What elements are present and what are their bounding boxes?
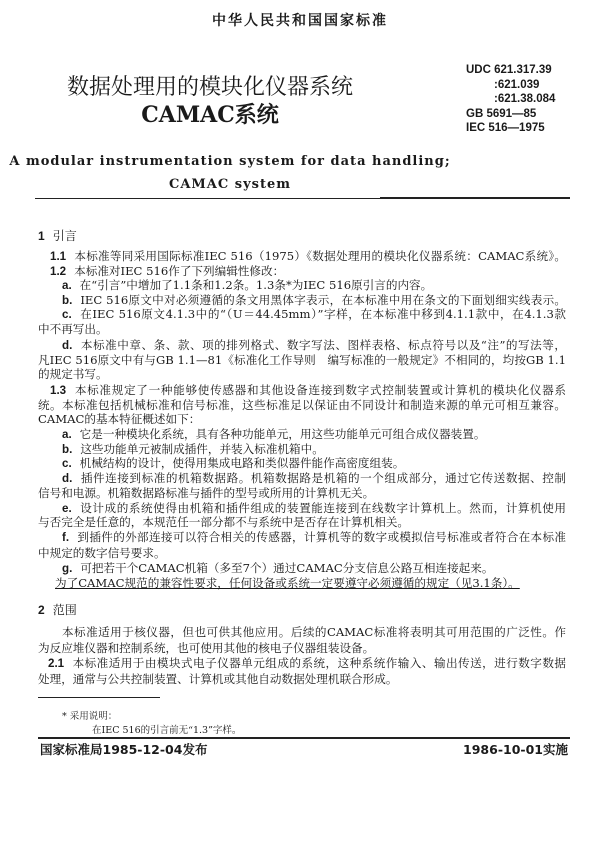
clause-number: b. bbox=[62, 294, 73, 307]
issue-date: 国家标准局1985-12-04发布 bbox=[40, 742, 208, 757]
body-text-line bbox=[62, 338, 566, 353]
clause-text: 中规定的数字信号要求。 bbox=[38, 546, 166, 560]
clause-text: 这些功能单元被制成插件，并装入标准机箱中。 bbox=[80, 442, 324, 456]
udc-code: UDC 621.317.39 bbox=[466, 64, 552, 76]
clause-text: 为了CAMAC规范的兼容性要求，任何设备或系统一定要遵守必须遵循的规定（见3.1条）。 bbox=[55, 576, 520, 590]
clause-number: a. bbox=[62, 279, 72, 292]
clause-number: c. bbox=[62, 308, 72, 321]
clause-text: 处理，通常与公共控制装置、计算机或其他自动数据处理机联合形成。 bbox=[38, 672, 398, 686]
clause-number: d. bbox=[62, 339, 73, 352]
body-text-line bbox=[62, 625, 566, 640]
clause-text: 它是一种模块化系统，具有各种功能单元，用这些功能单元可组合成仪器装置。 bbox=[79, 427, 486, 441]
clause-text: 引言 bbox=[52, 229, 77, 243]
clause-number: 1 bbox=[38, 229, 45, 243]
section-heading bbox=[38, 229, 77, 243]
clause-text: 统。本标准包括机械标准和信号标准，这些标准足以保证由不同设计和制造来源的单元可相互兼容。 bbox=[38, 398, 566, 412]
clause-number: c. bbox=[62, 457, 72, 470]
clause-text: IEC 516原文中对必须遵循的条文用黑体字表示，在本标准中用在条文的下面划细实线表示。 bbox=[80, 293, 566, 307]
body-text-line bbox=[55, 576, 520, 590]
body-text-line bbox=[38, 353, 566, 368]
iec-code: IEC 516—1975 bbox=[466, 122, 545, 134]
clause-text: 范围 bbox=[52, 603, 77, 617]
footer-divider bbox=[38, 737, 570, 739]
clause-text: 凡IEC 516原文中有与GB 1.1—81《标准化工作导则 编写标准的一般规定》不相同的，均按GB 1.1 bbox=[38, 353, 566, 367]
document-title: 数据处理用的模块化仪器系统 bbox=[66, 75, 353, 100]
body-text-line bbox=[38, 322, 108, 336]
body-text-line bbox=[50, 249, 566, 264]
issuing-country-header: 中华人民共和国国家标准 bbox=[212, 13, 388, 29]
body-text-line bbox=[62, 293, 566, 308]
body-text-line bbox=[62, 442, 324, 457]
body-text-line bbox=[38, 672, 397, 686]
english-title-line2: CAMAC system bbox=[168, 177, 291, 192]
clause-text: 本标准对IEC 516作了下列编辑性修改： bbox=[74, 264, 285, 278]
body-text-line bbox=[38, 412, 200, 426]
classification-codes bbox=[466, 63, 555, 136]
clause-number: a. bbox=[62, 428, 72, 441]
body-text-line bbox=[62, 456, 404, 471]
body-text-line bbox=[62, 530, 566, 545]
body-text-line bbox=[62, 307, 566, 322]
footnote-divider bbox=[38, 697, 160, 698]
footnote-label: * 采用说明： bbox=[62, 711, 118, 722]
clause-text: 中不再写出。 bbox=[38, 322, 108, 336]
clause-text: 在IEC 516原文4.1.3中的“（U＝44.45mm）”字样，在本标准中移到4.1.1款中，在4.1.3款 bbox=[79, 307, 566, 321]
body-text-line bbox=[38, 367, 108, 381]
body-text-line bbox=[62, 501, 566, 516]
body-text-line bbox=[62, 427, 485, 442]
effective-date: 1986-10-01实施 bbox=[463, 742, 568, 757]
clause-text: 信号和电源。机箱数据路标准与插件的型号或所用的计算机无关。 bbox=[38, 486, 375, 500]
clause-number: 2 bbox=[38, 603, 45, 617]
clause-text: 本标准规定了一种能够使传感器和其他设备连接到数字式控制装置或计算机的模块化仪器系 bbox=[74, 383, 566, 397]
clause-number: f. bbox=[62, 531, 70, 544]
body-text-line bbox=[38, 641, 374, 655]
section-heading bbox=[38, 603, 77, 617]
body-text-line bbox=[50, 264, 284, 279]
body-text-line bbox=[62, 471, 566, 486]
body-text-line bbox=[38, 546, 166, 560]
footnote-text: 在IEC 516的引言前无“1.3”字样。 bbox=[92, 725, 242, 736]
body-text-line bbox=[38, 398, 566, 413]
clause-text: 设计成的系统使得由机箱和插件组成的装置能连接到在线数字计算机上。然而，计算机使用 bbox=[79, 501, 566, 515]
body-text-line bbox=[50, 383, 566, 398]
clause-number: g. bbox=[62, 562, 73, 575]
clause-text: 机械结构的设计，使得用集成电路和类似器件能作高密度组装。 bbox=[79, 456, 405, 470]
clause-text: 可把若干个CAMAC机箱（多至7个）通过CAMAC分支信息公路互相连接起来。 bbox=[80, 561, 494, 575]
body-text-line bbox=[48, 656, 566, 671]
document-subtitle: CAMAC系统 bbox=[141, 102, 279, 128]
clause-text: 在“引言”中增加了1.1条和1.2条。1.3条*为IEC 516原引言的内容。 bbox=[79, 278, 433, 292]
clause-text: 本标准适用于由模块式电子仪器单元组成的系统，这种系统作输入、输出传送，进行数字数据 bbox=[72, 656, 566, 670]
body-text-line bbox=[38, 515, 409, 529]
clause-number: 1.1 bbox=[50, 250, 67, 263]
clause-number: 1.3 bbox=[50, 384, 67, 397]
clause-text: 的规定书写。 bbox=[38, 367, 108, 381]
clause-number: e. bbox=[62, 502, 72, 515]
clause-text: CAMAC的基本特征概述如下： bbox=[38, 412, 201, 426]
clause-text: 到插件的外部连接可以符合相关的传感器，计算机等的数字或模拟信号标准或者符合在本标准 bbox=[77, 530, 566, 544]
udc-code: :621.039 bbox=[494, 78, 540, 91]
clause-text: 本标准中章、条、款、项的排列格式、数字写法、图样表格、标点符号以及“注”的写法等， bbox=[80, 338, 566, 352]
clause-text: 与否完全是任意的，本规范任一部分都不与系统中是否存在计算机相关。 bbox=[38, 515, 410, 529]
english-title: A modular instrumentation system for data handling; bbox=[9, 154, 451, 169]
clause-number: 2.1 bbox=[48, 657, 65, 670]
clause-text: 插件连接到标准的机箱数据路。机箱数据路是机箱的一个组成部分，通过它传送数据、控制 bbox=[80, 471, 566, 485]
body-text-line bbox=[62, 278, 432, 293]
clause-number: d. bbox=[62, 472, 73, 485]
body-text-line bbox=[38, 486, 374, 500]
header-divider-thick bbox=[380, 197, 570, 199]
clause-number: 1.2 bbox=[50, 265, 67, 278]
gb-code: GB 5691—85 bbox=[466, 107, 537, 120]
udc-code: :621.38.084 bbox=[494, 93, 556, 105]
body-text-line bbox=[62, 561, 493, 576]
clause-number: b. bbox=[62, 443, 73, 456]
clause-text: 本标准等同采用国际标准IEC 516（1975）《数据处理用的模块化仪器系统：CAMAC系统》。 bbox=[74, 249, 566, 263]
clause-text: 本标准适用于核仪器，但也可供其他应用。后续的CAMAC标准将表明其可用范围的广泛性。作 bbox=[62, 625, 566, 639]
clause-text: 为反应堆仪器和控制系统，也可使用其他的核电子仪器组装设备。 bbox=[38, 641, 375, 655]
